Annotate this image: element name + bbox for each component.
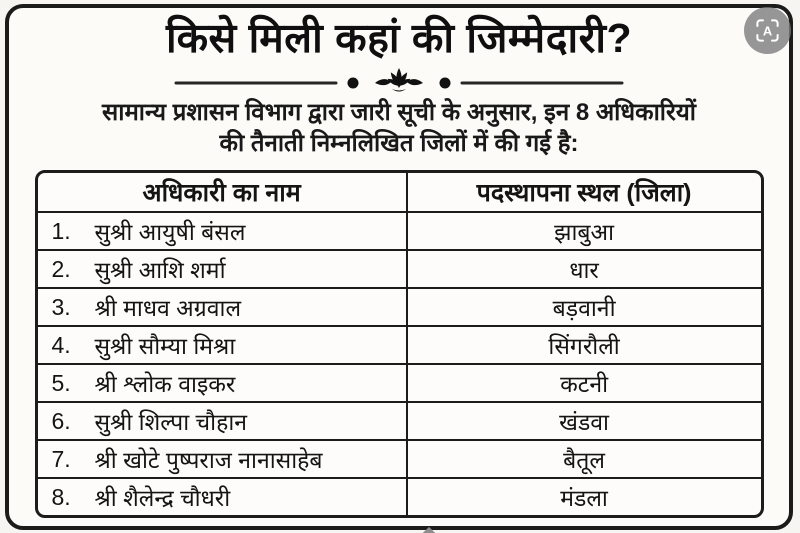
row-number: 5.	[51, 369, 71, 396]
row-number: 2.	[51, 255, 71, 282]
table-row	[38, 211, 761, 249]
officer-name: श्री माधव अग्रवाल	[94, 295, 242, 322]
row-number: 3.	[51, 293, 71, 320]
lens-translate-badge[interactable]	[744, 7, 791, 54]
district-cell: बड़वानी	[552, 295, 616, 322]
row-number: 1.	[51, 217, 71, 244]
table-row	[38, 325, 761, 363]
subtitle-line-2: की तैनाती निम्नलिखित जिलों में की गई है:	[219, 130, 579, 158]
district-cell: झाबुआ	[554, 219, 615, 246]
table-row	[38, 401, 761, 439]
squared-a-icon	[754, 17, 781, 44]
officer-name: सुश्री सौम्या मिश्रा	[94, 333, 236, 360]
district-cell: खंडवा	[559, 409, 610, 436]
officer-name-cell	[38, 327, 408, 363]
district-cell: बैतूल	[563, 447, 605, 474]
officer-name-cell	[38, 251, 408, 287]
table-row	[38, 363, 761, 401]
district-cell: धार	[569, 257, 599, 284]
officer-name: श्री श्लोक वाइकर	[94, 371, 236, 398]
district-cell: सिंगरौली	[548, 333, 620, 360]
table-row	[38, 477, 761, 515]
table-row	[38, 439, 761, 477]
officer-name-cell	[38, 403, 408, 439]
header-district: पदस्थापना स्थल (जिला)	[476, 179, 692, 208]
row-number: 7.	[51, 445, 71, 472]
fleuron-divider-icon	[164, 63, 634, 95]
officer-name: श्री खोटे पुष्पराज नानासाहेब	[94, 447, 323, 474]
page-title: किसे मिली कहां की जिम्मेदारी?	[165, 15, 633, 61]
row-number: 6.	[51, 407, 71, 434]
officer-name: श्री शैलेन्द्र चौधरी	[94, 485, 231, 512]
officer-name-cell	[38, 289, 408, 325]
officer-name: सुश्री शिल्पा चौहान	[94, 409, 248, 436]
table-row	[38, 249, 761, 287]
officer-name: सुश्री आशि शर्मा	[94, 257, 226, 284]
officers-table	[35, 170, 764, 518]
subtitle	[9, 97, 789, 159]
infographic-card	[5, 4, 793, 530]
district-cell: मंडला	[560, 485, 608, 512]
officer-name: सुश्री आयुषी बंसल	[94, 219, 246, 246]
table-row	[38, 287, 761, 325]
officer-name-cell	[38, 479, 408, 515]
row-number: 8.	[51, 483, 71, 510]
svg-text:A: A	[762, 23, 773, 39]
table-header-row	[38, 173, 761, 211]
subtitle-line-1: सामान्य प्रशासन विभाग द्वारा जारी सूची के अनुसार, इन 8 अधिकारियों	[102, 99, 696, 127]
district-cell: कटनी	[560, 371, 609, 398]
row-number: 4.	[51, 331, 71, 358]
title-divider	[9, 63, 789, 95]
officer-name-cell	[38, 441, 408, 477]
header-officer-name: अधिकारी का नाम	[38, 173, 408, 211]
officer-name-cell	[38, 365, 408, 401]
officer-name-cell	[38, 213, 408, 249]
